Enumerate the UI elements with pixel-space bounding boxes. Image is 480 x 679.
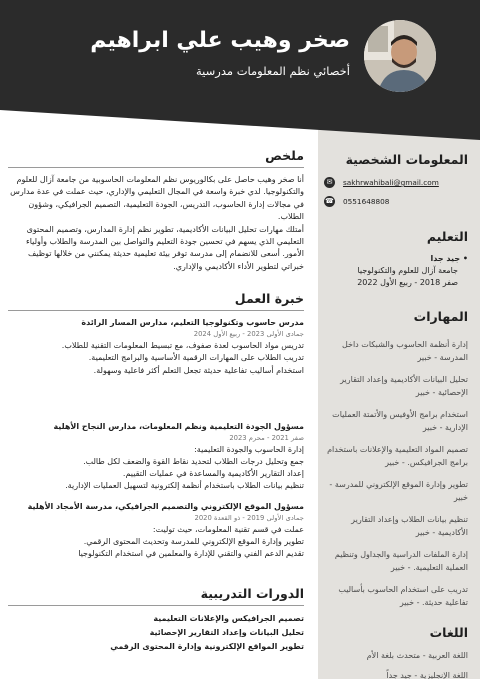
job-line: إدارة الحاسوب والجودة التعليمية: (194, 444, 304, 454)
main-column (8, 148, 304, 654)
job-entry (8, 317, 304, 377)
job-line: عملت في قسم تقنية المعلومات، حيث توليت: (152, 524, 304, 534)
job-entry (8, 501, 304, 561)
course-item: تطوير المواقع الإلكترونية وإدارة المحتوى الرقمي (110, 642, 304, 652)
job-role: أخصائي نظم المعلومات مدرسية (196, 64, 350, 78)
job-title: مسؤول الموقع الإلكتروني والتصميم الجرافيكي، مدرسة الأمجاد الأهلية (27, 501, 304, 511)
skill-item: إدارة أنظمة الحاسوب والشبكات داخل المدرسة - خبير (341, 340, 468, 362)
experience-title: خبرة العمل (234, 291, 304, 307)
job-title: مسؤول الجودة التعليمية ونظم المعلومات، مدارس النجاح الأهلية (53, 421, 304, 431)
person-name: صخر وهيب علي ابراهيم (90, 28, 350, 53)
phone-icon: ☎ (325, 197, 334, 205)
job-title: مدرس حاسوب وتكنولوجيا التعليم، مدارس المسار الرائدة (81, 318, 304, 328)
email-icon: ✉ (324, 177, 335, 188)
job-line: استخدام أساليب تفاعلية حديثة تجعل التعلم أكثر فاعلية وسهولة. (93, 365, 304, 375)
education-grade: • جيد جدا (324, 254, 468, 263)
header-wedge (0, 110, 480, 140)
course-item: تصميم الجرافيكس والإعلانات التعليمية (153, 614, 304, 624)
job-line: تدريس مواد الحاسوب لعدة صفوف، مع تبسيط المعلومات التقنية للطلاب. (61, 341, 304, 351)
summary (8, 174, 304, 273)
avatar-photo (364, 20, 436, 92)
job-line: تقديم الدعم الفني والتقني للإدارة والمعلمين في استخدام التكنولوجيا (78, 549, 304, 559)
personal-info-title: المعلومات الشخصية (345, 152, 468, 167)
skill-item: إدارة الملفات الدراسية والجداول وتنظيم العملية التعليمية. - خبير (334, 550, 468, 572)
email-link[interactable]: sakhrwahibali@gmail.com (343, 178, 439, 187)
job-line: تنظيم بيانات الطلاب باستخدام أنظمة إلكترونية لتسهيل العمليات الإدارية. (65, 481, 304, 491)
job-line: تطوير وإدارة الموقع الإلكتروني للمدرسة وتحديث المحتوى الرقمي. (83, 536, 304, 546)
skill-item: تنظيم بيانات الطلاب وإعداد التقارير الأكاديمية - خبير (351, 515, 468, 537)
education-dates: صفر 2018 - ربيع الأول 2022 (357, 278, 458, 287)
section-divider (8, 167, 304, 168)
phone-row (324, 196, 468, 207)
phone-number: 0551648808 (343, 197, 390, 206)
job-date: جمادى الأولى 2023 - ربيع الأول 2024 (193, 330, 304, 339)
skill-item: تحليل البيانات الأكاديمية وإعداد التقارير الإحصائية - خبير (340, 375, 468, 397)
skills-title: المهارات (413, 309, 468, 324)
education-university: جامعة آزال للعلوم والتكنولوجيا (357, 266, 458, 275)
languages-title: اللغات (429, 625, 468, 640)
skill-item: استخدام برامج الأوفيس والأتمتة العمليات الإدارية - خبير (332, 410, 468, 432)
job-line: تدريب الطلاب على المهارات الرقمية الأساسية والبرامج التعليمية. (88, 353, 304, 363)
job-line: جمع وتحليل درجات الطلاب لتحديد نقاط القوة والضعف لكل طالب. (83, 457, 304, 467)
section-divider (8, 310, 304, 311)
job-line: إعداد التقارير الأكاديمية والمساعدة في عمليات التقييم. (122, 469, 304, 479)
job-entry (8, 421, 304, 493)
education-title: التعليم (426, 229, 468, 244)
section-divider (8, 605, 304, 606)
language-item: اللغة العربية - متحدث بلغة الأم (366, 651, 468, 660)
avatar (364, 20, 436, 92)
job-date: صفر 2021 - محرم 2023 (229, 433, 304, 442)
email-row (324, 177, 468, 188)
language-item: اللغة الإنجليزية - جيد جداً (386, 671, 468, 679)
skill-item: تطوير وإدارة الموقع الإلكتروني للمدرسة - خبير (329, 480, 468, 502)
course-item: تحليل البيانات وإعداد التقارير الإحصائية (149, 628, 304, 638)
job-date: جمادى الأولى 2019 - ذو القعدة 2020 (194, 513, 304, 522)
summary-paragraph: أنا صخر وهيب حاصل على بكالوريوس نظم المعلومات الحاسوبية من جامعة آزال للعلوم والتكنولوجيا. لدي خبرة واسعة في المجال التعليمي والإداري، حيث عملت في عدة مدارس في مجالات إدارة الحاسوب، التدريس، الجودة التعليمية، التصميم الجرافيكي، وشؤون الطلاب. (10, 175, 304, 222)
summary-paragraph: أمتلك مهارات تحليل البيانات الأكاديمية، تطوير نظم إدارة المدارس، وتصميم المحتوى التعليمي الذي يسهم في تحسين جودة التعليم والتواصل بين المدرسة والطلاب وأولياء الأمور. أسعى للانضمام إلى مدرسة توفر بيئة تعليمية حديثة يمكنني من خلالها توظيف خبراتي لتطوير الأداء الأكاديمي والإداري. (25, 224, 304, 271)
skill-item: تصميم المواد التعليمية والإعلانات باستخدام برامج الجرافيكس. - خبير (327, 445, 468, 467)
summary-title: ملخص (265, 148, 304, 163)
courses-title: الدورات التدريبية (200, 586, 304, 602)
sidebar (318, 142, 480, 679)
skill-item: تدريب على استخدام الحاسوب بأساليب تفاعلية حديثة. - خبير (338, 585, 468, 607)
